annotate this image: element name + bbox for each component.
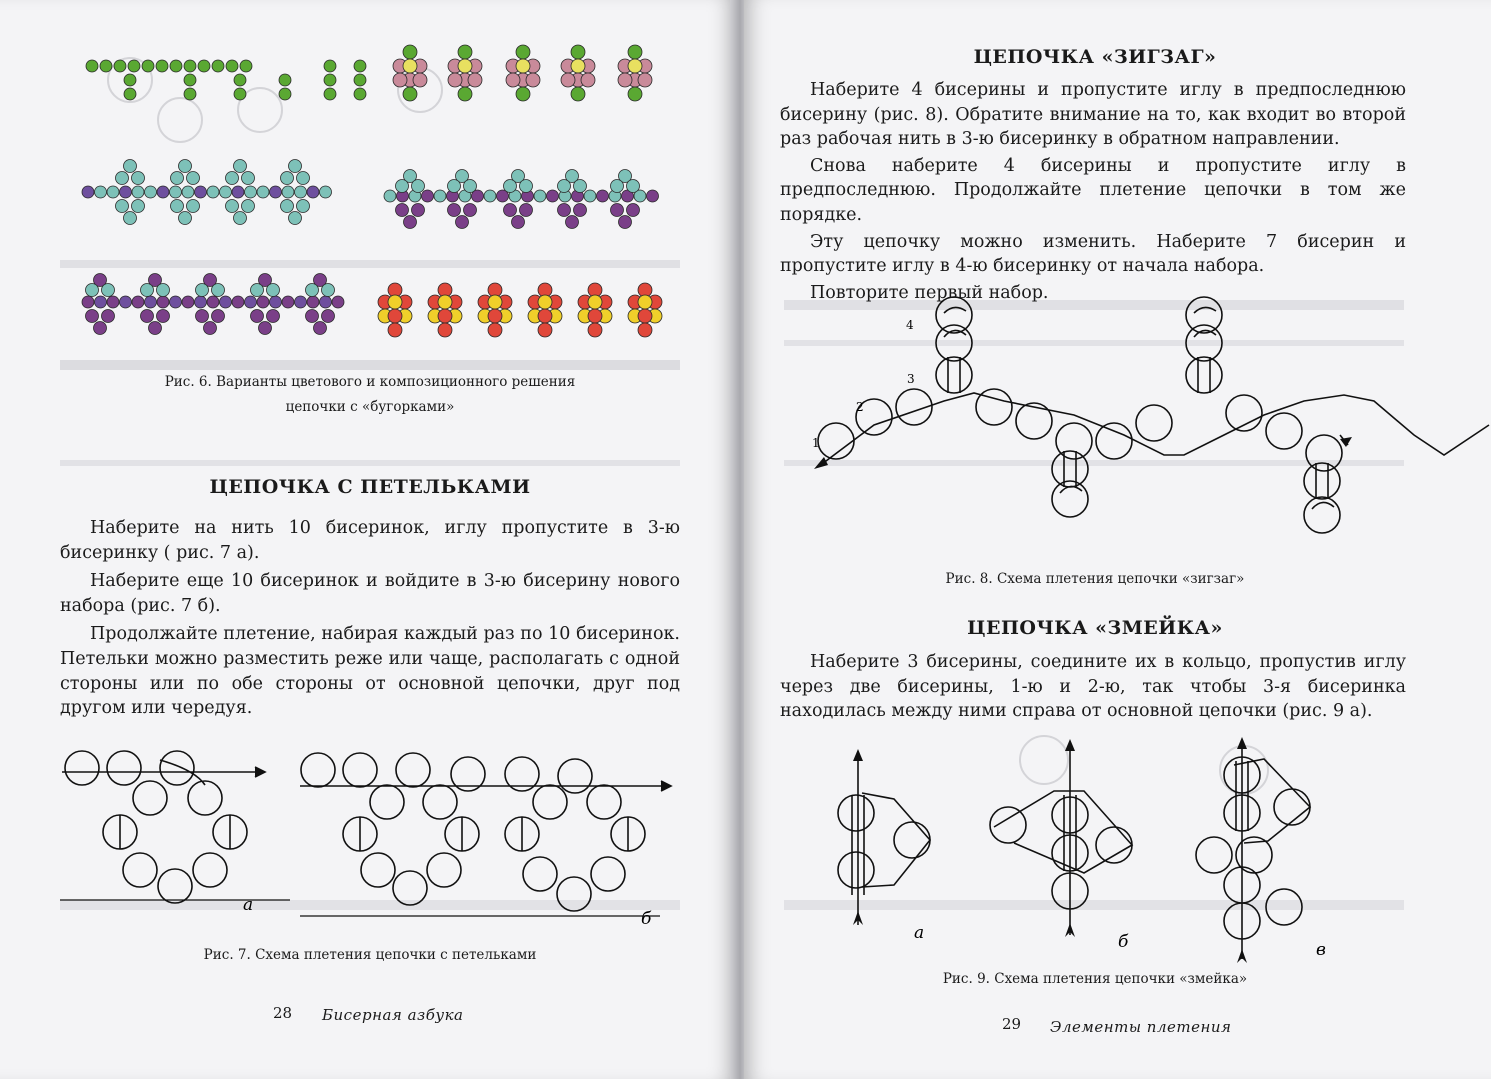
bead bbox=[456, 216, 469, 229]
bead bbox=[145, 296, 157, 308]
bead bbox=[132, 200, 145, 213]
bead bbox=[234, 74, 246, 86]
bead bbox=[504, 204, 517, 217]
bead bbox=[464, 180, 477, 193]
fig9-caption: Рис. 9. Схема плетения цепочки «змейка» bbox=[942, 971, 1248, 987]
bead bbox=[170, 296, 182, 308]
bead bbox=[234, 88, 246, 100]
section-heading-loops: ЦЕПОЧКА С ПЕТЕЛЬКАМИ bbox=[209, 476, 531, 498]
bead bbox=[86, 310, 99, 323]
bead bbox=[242, 172, 255, 185]
zigzag-paragraph-1: Наберите 4 бисерины и пропустите иглу в предпоследнюю бисерину (рис. 8). Обратите внимание на то, как входит во второй раз рабочая нить в 3-ю бисеринку в обратном направлении. bbox=[780, 80, 1406, 150]
bead bbox=[584, 190, 596, 202]
bead bbox=[538, 295, 552, 309]
bead bbox=[611, 204, 624, 217]
bead bbox=[322, 284, 335, 297]
bead bbox=[412, 204, 425, 217]
bead bbox=[245, 186, 257, 198]
bead bbox=[289, 160, 302, 173]
bead bbox=[182, 186, 194, 198]
bead bbox=[114, 60, 126, 72]
bead bbox=[279, 74, 291, 86]
bead bbox=[179, 212, 192, 225]
bead bbox=[267, 310, 280, 323]
bead bbox=[196, 284, 209, 297]
fig6-caption-line1: Рис. 6. Варианты цветового и композиционного решения bbox=[164, 374, 576, 390]
bead bbox=[332, 296, 344, 308]
bead bbox=[627, 204, 640, 217]
bead bbox=[120, 186, 132, 198]
bead bbox=[354, 74, 366, 86]
bead bbox=[295, 186, 307, 198]
bead bbox=[438, 323, 452, 337]
fig8-number-2: 2 bbox=[856, 400, 864, 414]
left-body-text bbox=[60, 516, 680, 721]
paragraph-2: Наберите еще 10 бисеринок и войдите в 3-ю бисерину нового набора (рис. 7 б). bbox=[60, 571, 680, 616]
bead bbox=[132, 186, 144, 198]
bead bbox=[234, 160, 247, 173]
fig8-number-1: 1 bbox=[812, 436, 820, 450]
bead bbox=[86, 60, 98, 72]
zigzag-paragraph-2: Снова наберите 4 бисерины и пропустите иглу в предпоследнюю. Продолжайте плетение цепочки в том же порядке. bbox=[780, 155, 1406, 225]
fig8-start-arrow bbox=[814, 457, 828, 469]
bead bbox=[82, 296, 94, 308]
bead bbox=[196, 310, 209, 323]
bead bbox=[240, 60, 252, 72]
bead bbox=[171, 172, 184, 185]
bead bbox=[282, 186, 294, 198]
fig9-label-c: в bbox=[1316, 940, 1326, 960]
bead bbox=[448, 73, 462, 87]
bead bbox=[157, 296, 169, 308]
bead bbox=[212, 310, 225, 323]
bead bbox=[198, 60, 210, 72]
bead bbox=[307, 186, 319, 198]
bead bbox=[267, 284, 280, 297]
bead bbox=[182, 296, 194, 308]
bead bbox=[566, 216, 579, 229]
bead bbox=[520, 204, 533, 217]
fig6-bead-variants bbox=[0, 0, 736, 380]
bead bbox=[448, 204, 461, 217]
bead bbox=[234, 212, 247, 225]
fig7-diagram bbox=[0, 730, 736, 930]
bead bbox=[107, 186, 119, 198]
bead bbox=[628, 45, 642, 59]
bead bbox=[95, 296, 107, 308]
bead bbox=[279, 88, 291, 100]
bead bbox=[396, 204, 409, 217]
paragraph-3: Продолжайте плетение, набирая каждый раз по 10 бисеринок. Петельки можно разместить реже или чаще, располагать с одной стороны или по обе стороны от основной цепочки, друг под другом или чередуя. bbox=[60, 624, 680, 719]
bead bbox=[179, 160, 192, 173]
bead bbox=[588, 295, 602, 309]
bead bbox=[245, 296, 257, 308]
bead bbox=[270, 296, 282, 308]
bead bbox=[124, 160, 137, 173]
bead bbox=[232, 296, 244, 308]
bead bbox=[388, 309, 402, 323]
bead bbox=[538, 309, 552, 323]
bead bbox=[281, 172, 294, 185]
bead bbox=[320, 296, 332, 308]
bead bbox=[561, 73, 575, 87]
bead bbox=[547, 190, 559, 202]
fig9-label-b: б bbox=[1118, 932, 1129, 952]
bead bbox=[142, 60, 154, 72]
bead bbox=[558, 204, 571, 217]
bead bbox=[184, 88, 196, 100]
bead bbox=[141, 310, 154, 323]
bead bbox=[354, 88, 366, 100]
bead bbox=[588, 309, 602, 323]
bead bbox=[297, 172, 310, 185]
bead bbox=[396, 180, 409, 193]
bead bbox=[458, 45, 472, 59]
bead bbox=[404, 216, 417, 229]
bead bbox=[516, 87, 530, 101]
bead bbox=[207, 186, 219, 198]
bead bbox=[226, 200, 239, 213]
fig8-number-4: 4 bbox=[906, 318, 914, 332]
fig8-number-3: 3 bbox=[907, 372, 915, 386]
bead bbox=[581, 73, 595, 87]
bead bbox=[384, 190, 396, 202]
bead bbox=[242, 200, 255, 213]
bead bbox=[281, 200, 294, 213]
bead bbox=[307, 296, 319, 308]
bead bbox=[488, 323, 502, 337]
bead bbox=[403, 45, 417, 59]
fig9-label-a: а bbox=[914, 923, 925, 943]
snake-body-text bbox=[780, 650, 1406, 724]
bead bbox=[95, 186, 107, 198]
zigzag-paragraph-3: Эту цепочку можно изменить. Наберите 7 бисерин и пропустите иглу в 4-ю бисеринку от начала набора. bbox=[780, 231, 1406, 277]
bead bbox=[195, 296, 207, 308]
bead bbox=[438, 309, 452, 323]
bead bbox=[124, 74, 136, 86]
bead bbox=[324, 60, 336, 72]
bead bbox=[187, 200, 200, 213]
zigzag-paragraph-4: Повторите первый набор. bbox=[810, 282, 1049, 303]
bead bbox=[412, 180, 425, 193]
bead bbox=[102, 310, 115, 323]
bead bbox=[628, 87, 642, 101]
bead bbox=[251, 284, 264, 297]
bead bbox=[157, 310, 170, 323]
fig7-label-b: б bbox=[641, 909, 652, 929]
bead bbox=[488, 295, 502, 309]
bead bbox=[116, 172, 129, 185]
bead bbox=[468, 73, 482, 87]
bead bbox=[156, 60, 168, 72]
bead bbox=[259, 322, 272, 335]
bead bbox=[141, 284, 154, 297]
bead bbox=[86, 284, 99, 297]
bead bbox=[124, 212, 137, 225]
bead bbox=[538, 323, 552, 337]
fig8-zigzag-diagram bbox=[744, 305, 1491, 565]
bead bbox=[588, 323, 602, 337]
page-number-left: 28 bbox=[273, 1004, 293, 1022]
bead bbox=[251, 310, 264, 323]
fig9-snake-diagram bbox=[744, 735, 1491, 975]
bead bbox=[257, 186, 269, 198]
bead bbox=[638, 295, 652, 309]
left-page bbox=[0, 0, 736, 1079]
bead bbox=[534, 190, 546, 202]
bead bbox=[571, 45, 585, 59]
right-page bbox=[744, 0, 1491, 1079]
bead bbox=[448, 180, 461, 193]
bead bbox=[212, 60, 224, 72]
bead bbox=[638, 73, 652, 87]
bead bbox=[638, 309, 652, 323]
page-number-right: 29 bbox=[1002, 1015, 1022, 1033]
bead bbox=[120, 296, 132, 308]
bead bbox=[220, 186, 232, 198]
running-title-right: Элементы плетения bbox=[1050, 1018, 1232, 1036]
bead bbox=[458, 87, 472, 101]
bead bbox=[484, 190, 496, 202]
bead bbox=[157, 186, 169, 198]
fig8-caption: Рис. 8. Схема плетения цепочки «зигзаг» bbox=[945, 571, 1245, 587]
bead bbox=[282, 296, 294, 308]
bead bbox=[388, 323, 402, 337]
bead bbox=[403, 87, 417, 101]
bead bbox=[320, 186, 332, 198]
section-heading-snake: ЦЕПОЧКА «ЗМЕЙКА» bbox=[967, 617, 1223, 639]
bead bbox=[574, 204, 587, 217]
bead bbox=[295, 296, 307, 308]
bead bbox=[306, 310, 319, 323]
bead bbox=[170, 60, 182, 72]
bead bbox=[458, 59, 472, 73]
bead bbox=[195, 186, 207, 198]
bead bbox=[324, 74, 336, 86]
bead bbox=[132, 172, 145, 185]
fig7-caption: Рис. 7. Схема плетения цепочки с петельками bbox=[203, 947, 537, 963]
bead bbox=[520, 180, 533, 193]
bead bbox=[647, 190, 659, 202]
bead bbox=[611, 180, 624, 193]
bead bbox=[628, 59, 642, 73]
bead bbox=[94, 322, 107, 335]
bead bbox=[145, 186, 157, 198]
bead bbox=[102, 284, 115, 297]
bead bbox=[212, 284, 225, 297]
bead bbox=[297, 200, 310, 213]
bead bbox=[516, 45, 530, 59]
bead bbox=[100, 60, 112, 72]
bead bbox=[597, 190, 609, 202]
bead bbox=[324, 88, 336, 100]
bead bbox=[184, 74, 196, 86]
running-title-left: Бисерная азбука bbox=[322, 1006, 464, 1024]
bead bbox=[506, 73, 520, 87]
bead bbox=[571, 87, 585, 101]
bead bbox=[618, 73, 632, 87]
bead bbox=[306, 284, 319, 297]
bead bbox=[354, 60, 366, 72]
bead bbox=[526, 73, 540, 87]
bead bbox=[512, 216, 525, 229]
bead bbox=[403, 59, 417, 73]
bead bbox=[619, 216, 632, 229]
bead bbox=[149, 322, 162, 335]
section-heading-zigzag: ЦЕПОЧКА «ЗИГЗАГ» bbox=[973, 46, 1217, 68]
bead bbox=[289, 212, 302, 225]
bead bbox=[226, 60, 238, 72]
bead bbox=[107, 296, 119, 308]
fig7-label-a: а bbox=[243, 895, 254, 915]
bead bbox=[82, 186, 94, 198]
bead bbox=[434, 190, 446, 202]
paragraph-1: Наберите на нить 10 бисеринок, иглу пропустите в 3-ю бисеринку ( рис. 7 а). bbox=[60, 518, 680, 563]
bead bbox=[488, 309, 502, 323]
bead bbox=[157, 284, 170, 297]
bead bbox=[220, 296, 232, 308]
zigzag-body-text bbox=[780, 78, 1406, 305]
bead bbox=[504, 180, 517, 193]
bead bbox=[170, 186, 182, 198]
bead bbox=[132, 296, 144, 308]
bead bbox=[116, 200, 129, 213]
bead bbox=[226, 172, 239, 185]
bead bbox=[207, 296, 219, 308]
bead bbox=[314, 322, 327, 335]
bead bbox=[574, 180, 587, 193]
bead bbox=[558, 180, 571, 193]
bead bbox=[232, 186, 244, 198]
bead bbox=[204, 322, 217, 335]
fig6-caption-line2: цепочки с «бугорками» bbox=[285, 399, 455, 415]
bead bbox=[464, 204, 477, 217]
bead bbox=[438, 295, 452, 309]
bead bbox=[413, 73, 427, 87]
bead bbox=[322, 310, 335, 323]
bead bbox=[187, 172, 200, 185]
bead bbox=[257, 296, 269, 308]
bead bbox=[388, 295, 402, 309]
bead bbox=[128, 60, 140, 72]
bead bbox=[171, 200, 184, 213]
bead bbox=[422, 190, 434, 202]
bead bbox=[393, 73, 407, 87]
bead bbox=[571, 59, 585, 73]
bead bbox=[516, 59, 530, 73]
bead bbox=[184, 60, 196, 72]
bead bbox=[124, 88, 136, 100]
bead bbox=[638, 323, 652, 337]
bead bbox=[627, 180, 640, 193]
bead bbox=[270, 186, 282, 198]
snake-paragraph-1: Наберите 3 бисерины, соедините их в кольцо, пропустив иглу через две бисерины, 1-ю и 2-ю, так чтобы 3-я бисеринка находилась между ними справа от основной цепочки (рис. 9 а). bbox=[780, 652, 1406, 722]
